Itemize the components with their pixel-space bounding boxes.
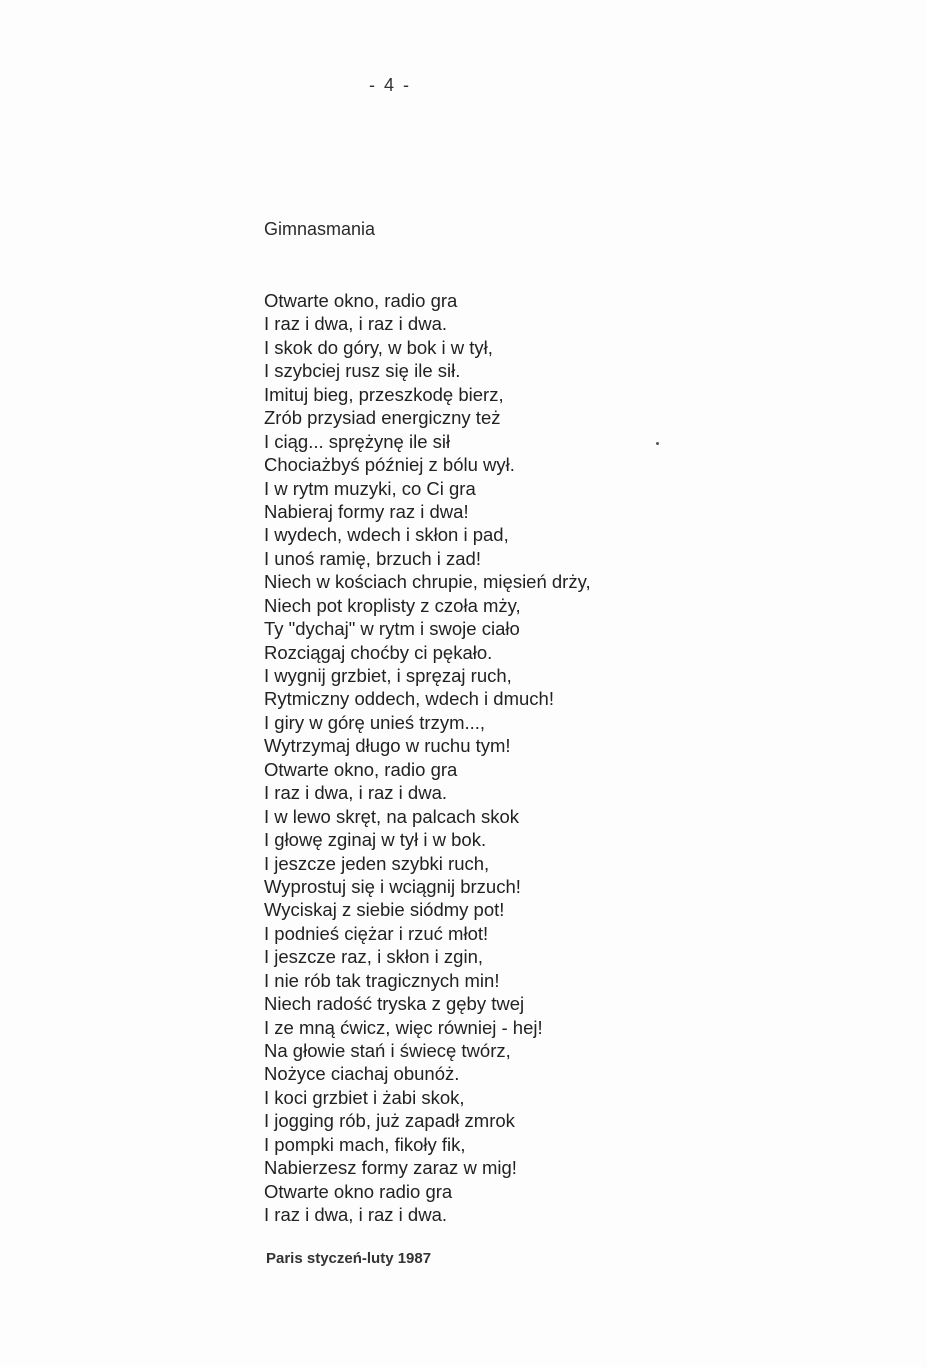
poem-line: I raz i dwa, i raz i dwa. [264,782,448,804]
poem-line: I głowę zginaj w tył i w bok. [264,829,487,851]
poem-line: Wyciskaj z siebie siódmy pot! [264,899,505,921]
poem-line: Na głowie stań i świecę twórz, [264,1040,511,1061]
poem-line: I szybciej rusz się ile sił. [264,360,461,382]
poem-line: Niech w kościach chrupie, mięsień drży, [264,571,591,593]
poem-line: Wytrzymaj długo w ruchu tym! [264,735,511,757]
poem-line: I raz i dwa, i raz i dwa. [264,1204,448,1226]
poem-line: I wygnij grzbiet, i spręzaj ruch, [264,665,512,686]
poem-line: I giry w górę unieś trzym..., [264,711,486,733]
poem-line: I wydech, wdech i skłon i pad, [264,524,509,546]
poem-line: Otwarte okno, radio gra [264,290,458,311]
poem-line: Niech pot kroplisty z czoła mży, [264,594,521,616]
poem-line: I podnieś ciężar i rzuć młot! [264,922,489,944]
poem-line: I ciąg... sprężynę ile sił [264,430,451,452]
poem-line: I raz i dwa, i raz i dwa. [264,313,448,335]
poem-line: Nożyce ciachaj obunóż. [264,1063,460,1085]
page-number: - 4 - [368,75,411,95]
poem-line: I nie rób tak tragicznych min! [264,969,500,991]
poem-line: I pompki mach, fikoły fik, [264,1133,466,1155]
poem-line: Wyprostuj się i wciągnij brzuch! [264,875,521,897]
poem-line: Chociażbyś później z bólu wył. [264,454,515,476]
poem-line: I skok do góry, w bok i w tył, [264,336,493,358]
poem-title: Gimnasmania [264,219,376,239]
signature: Paris styczeń-luty 1987 [266,1250,432,1267]
poem-line: I ze mną ćwicz, więc równiej - hej! [264,1016,543,1038]
poem-line: Rytmiczny oddech, wdech i dmuch! [264,688,554,710]
poem-line: Zrób przysiad energiczny też [264,407,501,429]
poem-line: Otwarte okno, radio gra [264,758,458,780]
poem-line: I jogging rób, już zapadł zmrok [264,1110,515,1132]
poem-line: I koci grzbiet i żabi skok, [264,1086,465,1108]
poem-body [264,289,684,1227]
poem-line: I jeszcze raz, i skłon i zgin, [264,946,483,968]
poem-line: Niech radość tryska z gęby twej [264,993,525,1015]
poem-line: Nabieraj formy raz i dwa! [264,500,469,522]
poem-line: I jeszcze jeden szybki ruch, [264,852,490,874]
poem-line: Rozciągaj choćby ci pękało. [264,641,493,663]
poem-line: I w rytm muzyki, co Ci gra [264,477,476,499]
poem-line: Ty "dychaj" w rytm i swoje ciało [264,618,520,640]
poem-line: Otwarte okno radio gra [264,1180,453,1202]
poem-line: Imituj bieg, przeszkodę bierz, [264,383,504,405]
poem-line: I unoś ramię, brzuch i zad! [264,547,481,569]
poem-line: I w lewo skręt, na palcach skok [264,805,519,827]
scan-speck [656,442,659,445]
poem-line: Nabierzesz formy zaraz w mig! [264,1157,517,1179]
